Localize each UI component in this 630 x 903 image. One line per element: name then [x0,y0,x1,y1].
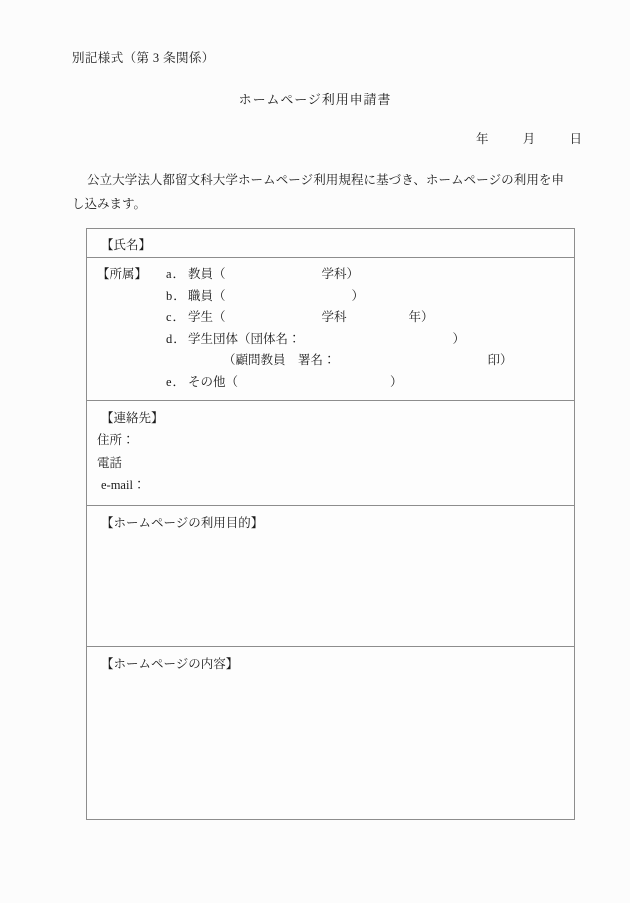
form-code-label: 別記様式（第 3 条関係） [72,51,215,65]
table-row-name [87,229,575,258]
option-c-dept-label: 学科 [321,310,347,324]
content-cell[interactable] [87,647,575,820]
date-year-label: 年 [475,132,489,146]
purpose-cell[interactable] [87,506,575,647]
option-a-suffix: 学科） [321,267,360,281]
affiliation-advisor-signature[interactable] [97,350,574,372]
contact-cell[interactable] [87,401,575,506]
contact-email-label[interactable]: e‐mail： [101,477,146,492]
option-c-year-label: 年） [408,310,434,324]
table-row-content [87,647,575,820]
option-e-suffix: ） [390,374,403,389]
option-d-marker: d． [166,331,187,346]
intro-paragraph: 公立大学法人都留文科大学ホームページ利用規程に基づき、ホームページの利用を申し込みます。 [72,173,564,212]
contact-address-label[interactable]: 住所： [97,433,135,448]
option-b-text: 職員（ [188,288,226,303]
option-e-text: その他（ [188,374,239,389]
table-row-contact [87,401,575,506]
affiliation-option-e[interactable] [97,372,574,394]
affiliation-cell[interactable] [87,258,575,401]
option-d-suffix: ） [452,331,466,346]
affiliation-option-a[interactable] [97,264,574,286]
table-row-purpose [87,506,575,647]
option-b-marker: b． [166,288,187,303]
content-section-label: 【ホームページの内容】 [101,657,239,671]
option-e-marker: e． [166,374,187,389]
advisor-signature-text: （顧問教員 署名： [223,353,336,367]
name-field-label: 【氏名】 [101,238,152,252]
purpose-section-label: 【ホームページの利用目的】 [101,516,264,530]
affiliation-field-label: 【所属】 [97,267,148,281]
date-day-label: 日 [569,132,582,146]
table-row-affiliation [87,258,575,401]
contact-phone-label[interactable]: 電話 [97,455,123,470]
affiliation-option-c[interactable] [97,307,574,329]
option-a-text: 教員（ [188,267,226,281]
contact-section-label: 【連絡先】 [101,411,164,425]
affiliation-option-list [97,264,574,393]
option-d-text: 学生団体（団体名： [188,331,301,346]
application-form-table [86,228,575,820]
option-c-text: 学生（ [188,310,226,324]
page-title: ホームページ利用申請書 [238,92,392,107]
date-line [476,129,582,147]
option-b-suffix: ） [351,288,365,303]
affiliation-option-b[interactable] [97,286,574,308]
option-a-marker: a． [166,267,187,281]
option-c-marker: c． [166,310,187,324]
date-month-label: 月 [522,132,536,146]
affiliation-option-d[interactable] [97,329,574,351]
advisor-seal-label: 印） [487,353,513,367]
name-cell[interactable] [87,229,575,258]
